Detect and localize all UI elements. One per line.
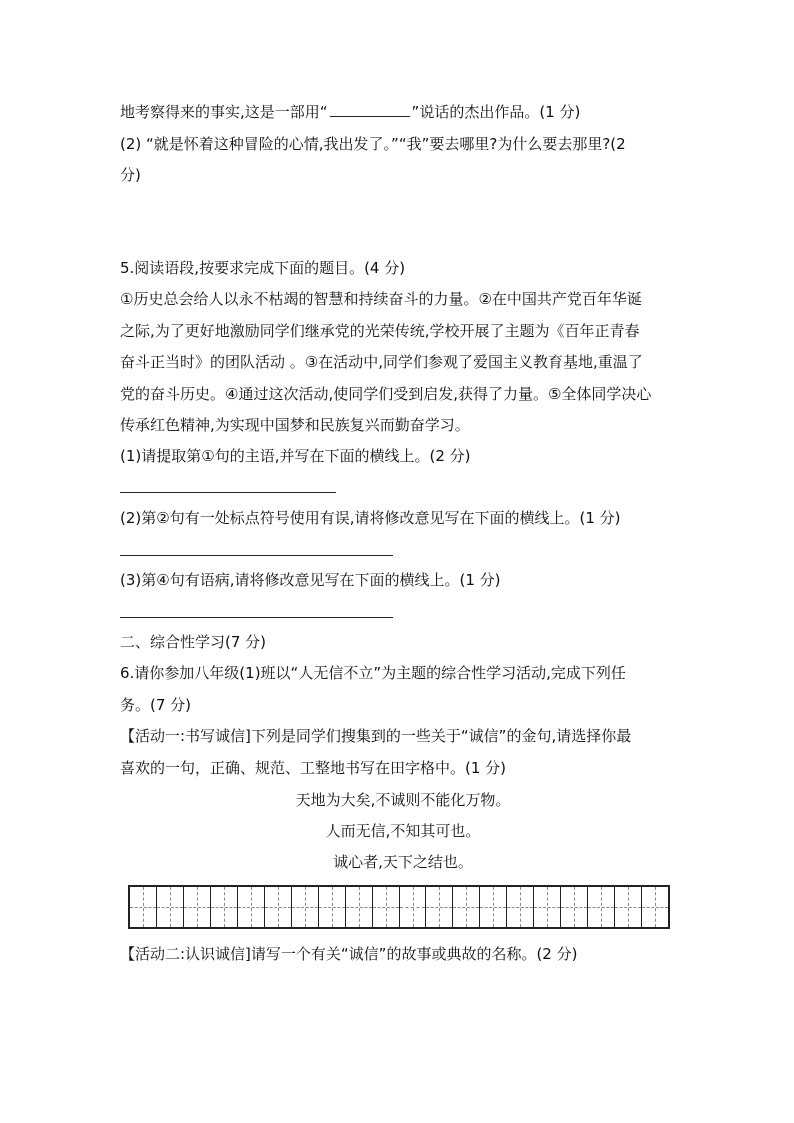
q4-line-1-after: ”说话的杰出作品。(1 分) — [411, 103, 581, 121]
grid-cell[interactable] — [292, 887, 319, 927]
grid-cell[interactable] — [642, 887, 668, 927]
q4-line-1 — [120, 102, 580, 122]
q6-intro-line: 6.请你参加八年级(1)班以“人无信不立”为主题的综合性学习活动,完成下列任 — [120, 664, 626, 682]
q6-activity1-line: 【活动一:书写诚信]下列是同学们搜集到的一些关于“诚信”的金句,请选择你最 — [120, 727, 632, 745]
q4-sub2-line-cont: 分) — [120, 166, 141, 184]
grid-cell[interactable] — [373, 887, 400, 927]
grid-cell[interactable] — [534, 887, 561, 927]
grid-cell[interactable] — [184, 887, 211, 927]
grid-cell[interactable] — [507, 887, 534, 927]
q5-passage — [120, 284, 686, 442]
q6-intro — [120, 658, 686, 721]
q5-sub2-answer-line[interactable] — [120, 555, 393, 556]
grid-cell[interactable] — [130, 887, 157, 927]
q6-activity2: 【活动二:认识诚信]请写一个有关“诚信”的故事或典故的名称。(2 分) — [120, 945, 578, 963]
q5-sub3: (3)第④句有语病,请将修改意见写在下面的横线上。(1 分) — [120, 571, 501, 589]
grid-cell[interactable] — [561, 887, 588, 927]
q5-passage-line: 奋斗正当时》的团队活动 。③在活动中,同学们参观了爱国主义教育基地,重温了 — [120, 353, 643, 371]
q5-sub2: (2)第②句有一处标点符号使用有误,请将修改意见写在下面的横线上。(1 分) — [120, 509, 621, 527]
grid-cell[interactable] — [319, 887, 346, 927]
q6-intro-line: 务。(7 分) — [120, 695, 192, 714]
q4-answer-blank[interactable] — [330, 102, 410, 117]
grid-cell[interactable] — [426, 887, 453, 927]
q5-passage-line: 之际,为了更好地激励同学们继承党的光荣传统,学校开展了主题为《百年正青春 — [120, 321, 640, 340]
grid-cell[interactable] — [400, 887, 427, 927]
grid-cell[interactable] — [346, 887, 373, 927]
q5-passage-line: 传承红色精神,为实现中国梦和民族复兴而勤奋学习。 — [120, 416, 470, 434]
grid-cell[interactable] — [588, 887, 615, 927]
quote-3: 诚心者,天下之结也。 — [333, 853, 473, 871]
grid-cell[interactable] — [238, 887, 265, 927]
grid-cell[interactable] — [615, 887, 642, 927]
q6-activity1 — [120, 721, 686, 784]
q5-sub1: (1)请提取第①句的主语,并写在下面的横线上。(2 分) — [120, 447, 471, 465]
grid-cell[interactable] — [480, 887, 507, 927]
q4-line-1-before: 地考察得来的事实,这是一部用“ — [120, 103, 328, 121]
q6-activity1-line: 喜欢的一句，正确、规范、工整地书写在田字格中。(1 分) — [120, 758, 507, 777]
q4-sub2-line: (2) “就是怀着这种冒险的心情,我出发了。”“我”要去哪里?为什么要去那里?(2 — [120, 135, 626, 153]
grid-cell[interactable] — [211, 887, 238, 927]
q5-passage-line: ①历史总会给人以永不枯竭的智慧和持续奋斗的力量。②在中国共产党百年华诞 — [120, 290, 642, 308]
q5-passage-line: 党的奋斗历史。④通过这次活动,使同学们受到启发,获得了力量。⑤全体同学决心 — [120, 384, 652, 403]
q5-title: 5.阅读语段,按要求完成下面的题目。(4 分) — [120, 259, 406, 277]
quote-1: 天地为大矣,不诚则不能化万物。 — [295, 791, 511, 809]
grid-cell[interactable] — [265, 887, 292, 927]
section2-title: 二、综合性学习(7 分) — [120, 633, 267, 651]
grid-cell[interactable] — [157, 887, 184, 927]
q5-sub3-answer-line[interactable] — [120, 617, 393, 618]
tianzige-grid[interactable] — [128, 885, 670, 929]
quote-2: 人而无信,不知其可也。 — [325, 822, 481, 840]
grid-cell[interactable] — [453, 887, 480, 927]
q5-sub1-answer-line[interactable] — [120, 492, 336, 493]
